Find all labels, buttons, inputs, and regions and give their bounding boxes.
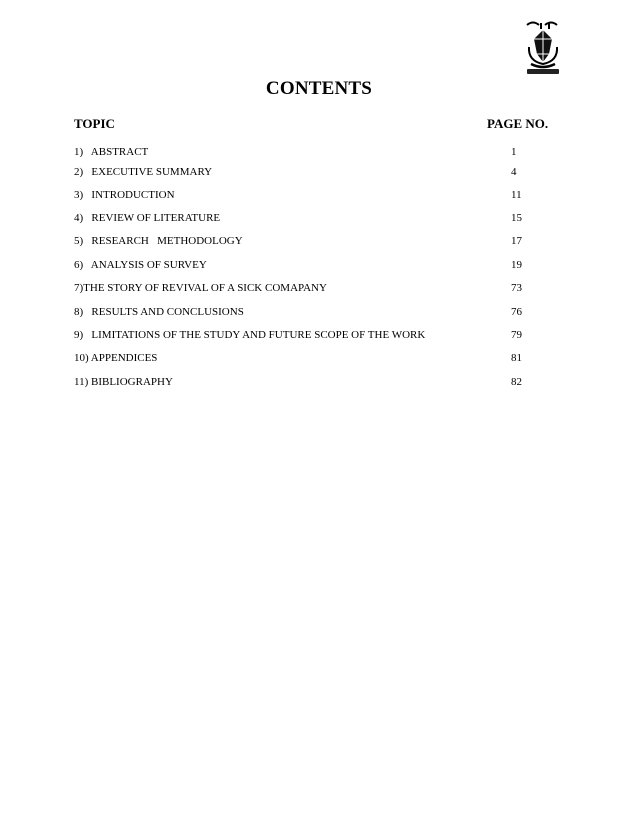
toc-entry (74, 233, 554, 249)
toc-topic: 10) APPENDICES (74, 352, 158, 364)
coal-india-emblem-icon (519, 17, 567, 77)
toc-topic: 2) EXECUTIVE SUMMARY (74, 166, 213, 178)
toc-topic: 1) ABSTRACT (74, 146, 149, 158)
toc-topic: 3) INTRODUCTION (74, 189, 175, 201)
toc-entry (74, 350, 554, 366)
page-title: CONTENTS (265, 78, 373, 99)
toc-topic: 4) REVIEW OF LITERATURE (74, 212, 221, 224)
toc-page-number: 19 (511, 259, 522, 271)
coal-india-logo (519, 17, 567, 77)
toc-topic: 11) BIBLIOGRAPHY (74, 376, 173, 388)
toc-entry (74, 327, 554, 343)
toc-page-number: 15 (511, 212, 522, 224)
toc-page-number: 1 (511, 146, 517, 158)
toc-entry (74, 164, 554, 180)
toc-topic: 5) RESEARCH METHODOLOGY (74, 235, 243, 247)
toc-topic: 7)THE STORY OF REVIVAL OF A SICK COMAPANY (74, 282, 327, 294)
toc-page-number: 81 (511, 352, 522, 364)
toc-topic: 6) ANALYSIS OF SURVEY (74, 259, 207, 271)
toc-entry (74, 210, 554, 226)
toc-page-number: 82 (511, 376, 522, 388)
toc-topic: 8) RESULTS AND CONCLUSIONS (74, 306, 244, 318)
toc-topic: 9) LIMITATIONS OF THE STUDY AND FUTURE SCOPE OF THE WORK (74, 329, 426, 341)
toc-page-number: 11 (511, 189, 522, 201)
toc-entry (74, 187, 554, 203)
toc-entry (74, 280, 554, 296)
toc-page-number: 76 (511, 306, 522, 318)
toc-entry (74, 257, 554, 273)
toc-entry (74, 304, 554, 320)
toc-page-number: 73 (511, 282, 522, 294)
toc-page-number: 17 (511, 235, 522, 247)
toc-entry (74, 374, 554, 390)
page-number-column-header: PAGE NO. (487, 116, 549, 131)
topic-column-header: TOPIC (74, 116, 115, 131)
toc-entry (74, 144, 554, 160)
toc-page-number: 79 (511, 329, 522, 341)
toc-page-number: 4 (511, 166, 517, 178)
